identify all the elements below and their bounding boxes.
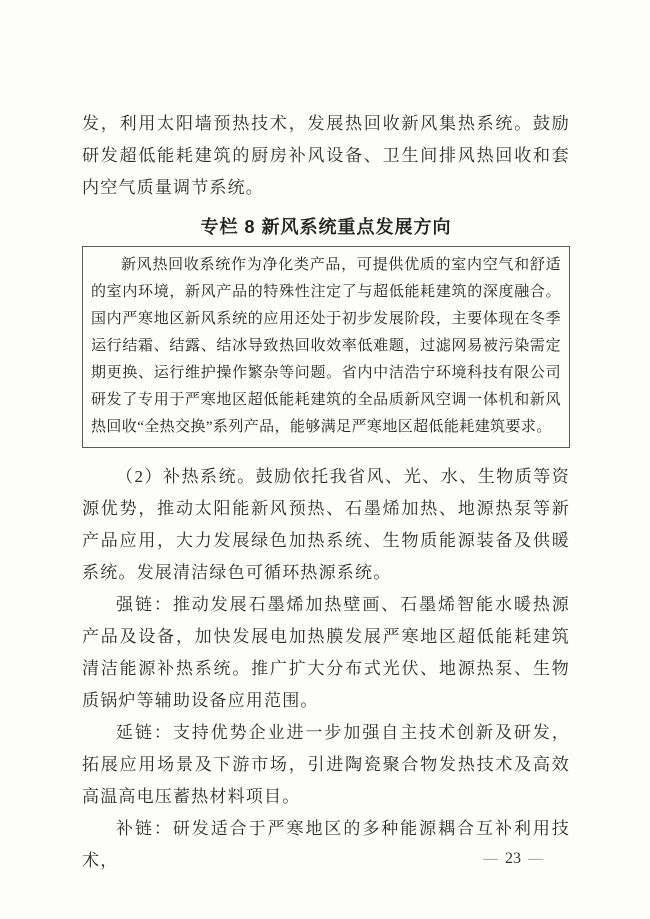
feature-box-title: 专栏 8 新风系统重点发展方向 [200,217,452,237]
paragraph-strengthen-chain: 强链：推动发展石墨烯加热壁画、石墨烯智能水暖热源产品及设备，加快发展电加热膜发展严寒地区超低能耗建筑清洁能源补热系统。推广扩大分布式光伏、地源热泵、生物质锅炉等辅助设备应用范围。 [82,595,570,710]
paragraph-complement-chain: 补链：研发适合于严寒地区的多种能源耦合互补利用技术， [82,819,570,870]
footer-left-dash: — [483,851,498,867]
paragraph-supplementary-heating: （2）补热系统。鼓励依托我省风、光、水、生物质等资源优势，推动太阳能新风预热、石墨烯加热、地源热泵等新产品应用，大力发展绿色加热系统、生物质能源装备及供暖系统。发展清洁绿色可循环热源系统。 [82,467,570,582]
paragraph-continued-from-previous-page: 发，利用太阳墙预热技术，发展热回收新风集热系统。鼓励研发超低能耗建筑的厨房补风设备、卫生间排风热回收和套内空气质量调节系统。 [82,114,570,197]
page-number: 23 [505,850,521,867]
paragraph-extend-chain: 延链：支持优势企业进一步加强自主技术创新及研发，拓展应用场景及下游市场，引进陶瓷聚合物发热技术及高效高温高电压蓄热材料项目。 [82,723,570,806]
page-footer [476,848,550,870]
footer-right-dash: — [528,851,543,867]
feature-box-body: 新风热回收系统作为净化类产品，可提供优质的室内空气和舒适的室内环境，新风产品的特殊性注定了与超低能耗建筑的深度融合。国内严寒地区新风系统的应用还处于初步发展阶段，主要体现在冬季运行结霜、结露、结冰导致热回收效率低难题，过滤网易被污染需定期更换、运行维护操作繁杂等问题。省内中洁浩宁环境科技有限公司研发了专用于严寒地区超低能耗建筑的全品质新风空调一体机和新风热回收“全热交换”系列产品，能够满足严寒地区超低能耗建筑要求。 [91,257,561,435]
feature-box [82,246,570,448]
page-content [82,108,570,877]
